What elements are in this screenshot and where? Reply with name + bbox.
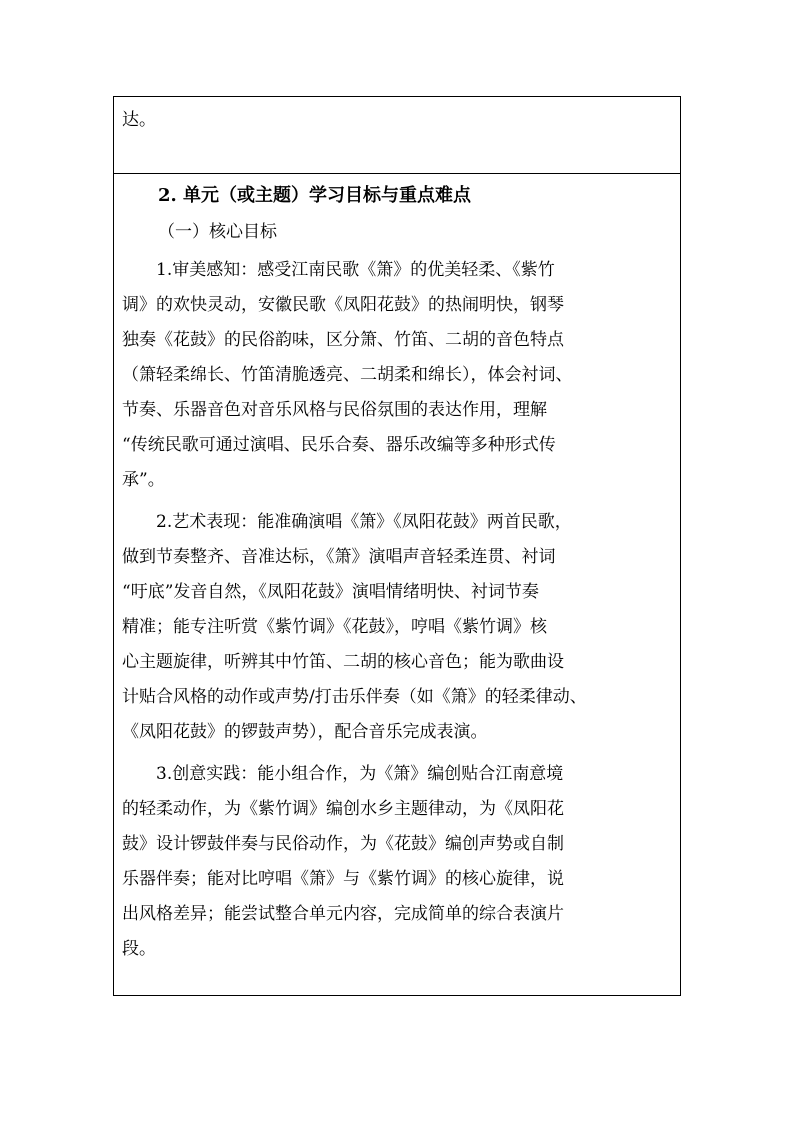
- paragraph-line: “传统民歌可通过演唱、民乐合奏、器乐改编等多种形式传: [122, 435, 556, 455]
- paragraph-line: 做到节奏整齐、音准达标，《箫》演唱声音轻柔连贯、衬词: [122, 547, 556, 567]
- paragraph-line: 心主题旋律，听辨其中竹笛、二胡的核心音色；能为歌曲设: [122, 652, 564, 672]
- section-subheading: （一）核心目标: [158, 222, 277, 242]
- content-table: [113, 96, 681, 996]
- paragraph-line: 承”。: [122, 470, 165, 490]
- table-row-previous: [114, 97, 680, 174]
- paragraph-line: 调》的欢快灵动，安徽民歌《凤阳花鼓》的热闹明快，钢琴: [122, 295, 564, 315]
- paragraph-line: 1.审美感知：感受江南民歌《箫》的优美轻柔、《紫竹: [122, 260, 555, 280]
- cell-text: 达。: [122, 110, 156, 130]
- paragraph-line: 3.创意实践：能小组合作，为《箫》编创贴合江南意境: [122, 764, 564, 784]
- paragraph-line: 出风格差异；能尝试整合单元内容，完成简单的综合表演片: [122, 904, 564, 924]
- paragraph-line: 独奏《花鼓》的民俗韵味，区分箫、竹笛、二胡的音色特点: [122, 330, 564, 350]
- paragraph-line: 2.艺术表现：能准确演唱《箫》《凤阳花鼓》两首民歌，: [122, 512, 572, 532]
- section-heading: 2. 单元（或主题）学习目标与重点难点: [158, 185, 472, 206]
- paragraph-line: 乐器伴奏；能对比哼唱《箫》与《紫竹调》的核心旋律，说: [122, 869, 564, 889]
- paragraph-line: 《凤阳花鼓》的锣鼓声势），配合音乐完成表演。: [122, 722, 488, 742]
- paragraph-line: 的轻柔动作，为《紫竹调》编创水乡主题律动，为《凤阳花: [122, 799, 564, 819]
- paragraph-line: 精准；能专注听赏《紫竹调》《花鼓》，哼唱《紫竹调》核: [122, 617, 547, 637]
- paragraph-line: “吁底”发音自然，《凤阳花鼓》演唱情绪明快、衬词节奏: [122, 582, 539, 602]
- paragraph-line: 鼓》设计锣鼓伴奏与民俗动作，为《花鼓》编创声势或自制: [122, 834, 564, 854]
- paragraph-line: 节奏、乐器音色对音乐风格与民俗氛围的表达作用，理解: [122, 400, 547, 420]
- paragraph-line: 段。: [122, 939, 156, 959]
- paragraph-line: （箫轻柔绵长、竹笛清脆透亮、二胡柔和绵长），体会衬词、: [122, 365, 573, 385]
- paragraph-line: 计贴合风格的动作或声势/打击乐伴奏（如《箫》的轻柔律动、: [122, 687, 587, 707]
- table-row-learning-goals: [114, 174, 680, 995]
